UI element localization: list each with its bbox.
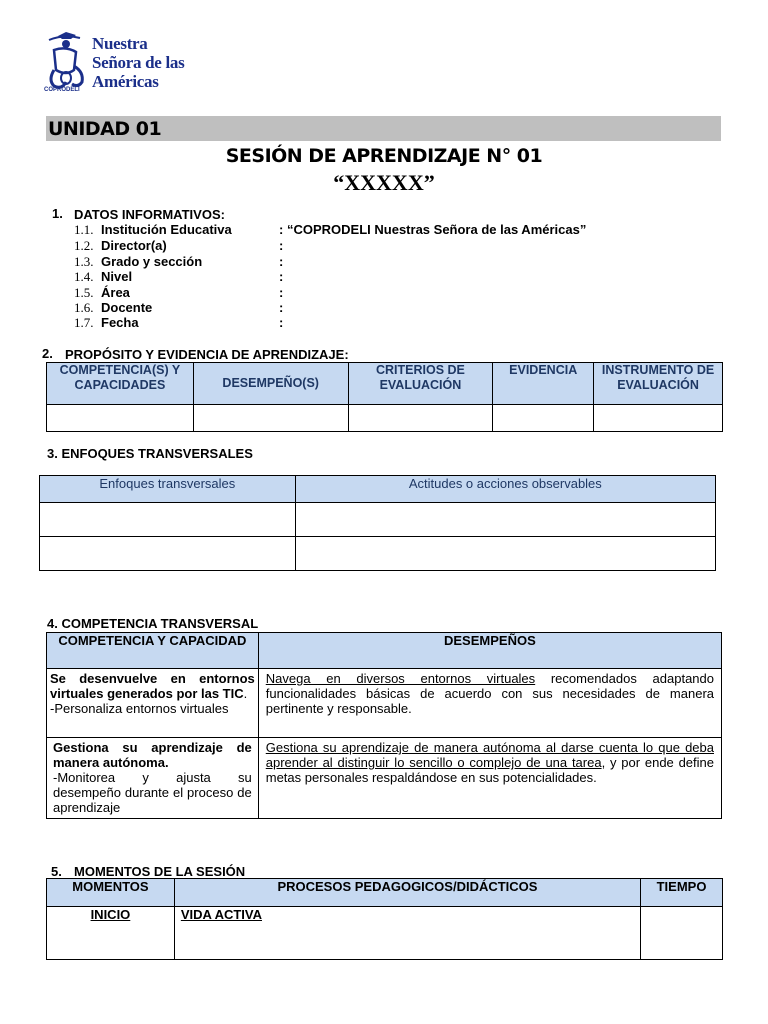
approaches-cell <box>40 537 296 571</box>
purpose-header-evidence: EVIDENCIA <box>493 363 594 405</box>
purpose-header-competence: COMPETENCIA(S) Y CAPACIDADES <box>47 363 194 405</box>
info-num: 1.1. <box>74 222 94 237</box>
info-row-area <box>74 285 714 301</box>
info-row-director <box>74 238 714 254</box>
moments-header-moment: MOMENTOS <box>47 879 175 907</box>
logo-line-2: Señora de las <box>92 53 185 72</box>
unit-bar <box>46 116 721 141</box>
moments-header-process: PROCESOS PEDAGOGICOS/DIDÁCTICOS <box>174 879 640 907</box>
info-colon: : <box>279 238 284 253</box>
section-5-number: 5. <box>51 864 62 879</box>
info-label: Director(a) <box>101 238 167 253</box>
info-num: 1.5. <box>74 285 94 300</box>
info-row-grade <box>74 254 714 270</box>
moment-name: INICIO <box>90 907 131 922</box>
competence-text <box>50 671 255 701</box>
info-row-level <box>74 269 714 285</box>
session-moments-table <box>46 878 723 960</box>
approaches-cell <box>295 503 715 537</box>
capacity-text: -Personaliza entornos virtuales <box>50 701 229 716</box>
info-label: Docente <box>101 300 153 315</box>
transversal-header-performance: DESEMPEÑOS <box>258 633 721 669</box>
info-label: Fecha <box>101 315 139 330</box>
purpose-cell <box>493 405 594 432</box>
section-3-heading: 3. ENFOQUES TRANSVERSALES <box>47 446 253 461</box>
info-colon: : <box>279 254 284 269</box>
purpose-table <box>46 362 723 432</box>
info-colon: : <box>279 285 284 300</box>
info-row-date <box>74 315 714 331</box>
info-label: Institución Educativa <box>101 222 232 237</box>
process-name: VIDA ACTIVA <box>180 907 262 922</box>
transversal-competence-cell <box>47 738 259 819</box>
moment-cell <box>47 907 175 960</box>
info-value: “COPRODELI Nuestras Señora de las Américas” <box>287 222 587 237</box>
section-4-heading: 4. COMPETENCIA TRANSVERSAL <box>47 616 259 631</box>
session-title: SESIÓN DE APRENDIZAJE N° 01 <box>225 145 543 167</box>
info-colon: : <box>279 222 284 237</box>
info-row-institution <box>74 222 714 238</box>
section-1-number: 1. <box>52 206 63 221</box>
performance-underlined: Navega en diversos entornos virtuales <box>265 671 536 686</box>
competence-name: Gestiona su aprendizaje de manera autónoma. <box>53 740 252 770</box>
time-cell <box>641 907 723 960</box>
purpose-cell <box>193 405 348 432</box>
performance-rest: , y por ende define metas personales respaldándose en sus potencialidades. <box>265 755 714 785</box>
unit-label: UNIDAD 01 <box>48 118 162 140</box>
purpose-cell <box>348 405 493 432</box>
approaches-cell <box>40 503 296 537</box>
info-num: 1.3. <box>74 254 94 269</box>
info-num: 1.7. <box>74 315 94 330</box>
approaches-table <box>39 475 716 571</box>
competence-name: Se desenvuelve en entornos virtuales generados por las TIC <box>50 671 255 701</box>
transversal-header-competence: COMPETENCIA Y CAPACIDAD <box>47 633 259 669</box>
transversal-competence-table <box>46 632 722 819</box>
moments-header-time: TIEMPO <box>641 879 723 907</box>
section-2-number: 2. <box>42 346 53 361</box>
info-colon: : <box>279 269 284 284</box>
approaches-header-attitudes: Actitudes o acciones observables <box>295 476 715 503</box>
process-cell <box>174 907 640 960</box>
capacity-text: -Monitorea y ajusta su desempeño durante el proceso de aprendizaje <box>53 770 252 815</box>
info-num: 1.2. <box>74 238 94 253</box>
transversal-performance-cell <box>258 669 721 738</box>
logo-line-3: Américas <box>92 72 159 91</box>
transversal-competence-cell <box>47 669 259 738</box>
info-row-teacher <box>74 300 714 316</box>
info-label: Nivel <box>101 269 133 284</box>
purpose-header-criteria: CRITERIOS DE EVALUACIÓN <box>348 363 493 405</box>
performance-underlined: Gestiona su aprendizaje de manera autónoma al darse cuenta lo que deba aprender al distinguir lo sencillo o complejo de una tarea <box>265 740 714 770</box>
section-2-heading: PROPÓSITO Y EVIDENCIA DE APRENDIZAJE: <box>65 347 349 362</box>
transversal-performance-cell <box>258 738 721 819</box>
session-subtitle: “XXXXX” <box>333 170 435 195</box>
info-num: 1.6. <box>74 300 94 315</box>
approaches-cell <box>295 537 715 571</box>
section-1-heading: DATOS INFORMATIVOS: <box>74 207 225 222</box>
logo-subtitle: COPRODELI <box>44 87 80 93</box>
competence-end: . <box>243 686 248 701</box>
purpose-cell <box>47 405 194 432</box>
approaches-header-focus: Enfoques transversales <box>40 476 296 503</box>
info-colon: : <box>279 300 284 315</box>
purpose-header-instrument: INSTRUMENTO DE EVALUACIÓN <box>594 363 723 405</box>
logo-line-1: Nuestra <box>92 34 148 53</box>
info-label: Grado y sección <box>101 254 203 269</box>
section-5-heading: MOMENTOS DE LA SESIÓN <box>74 864 246 879</box>
purpose-cell <box>594 405 723 432</box>
info-colon: : <box>279 315 284 330</box>
info-num: 1.4. <box>74 269 94 284</box>
info-label: Área <box>101 285 130 300</box>
purpose-header-performance: DESEMPEÑO(S) <box>193 363 348 405</box>
performance-rest: recomendados adaptando funcionalidades básicas de acuerdo con sus necesidades de manera pertinente y responsable. <box>265 671 714 716</box>
institution-logo <box>40 30 200 100</box>
